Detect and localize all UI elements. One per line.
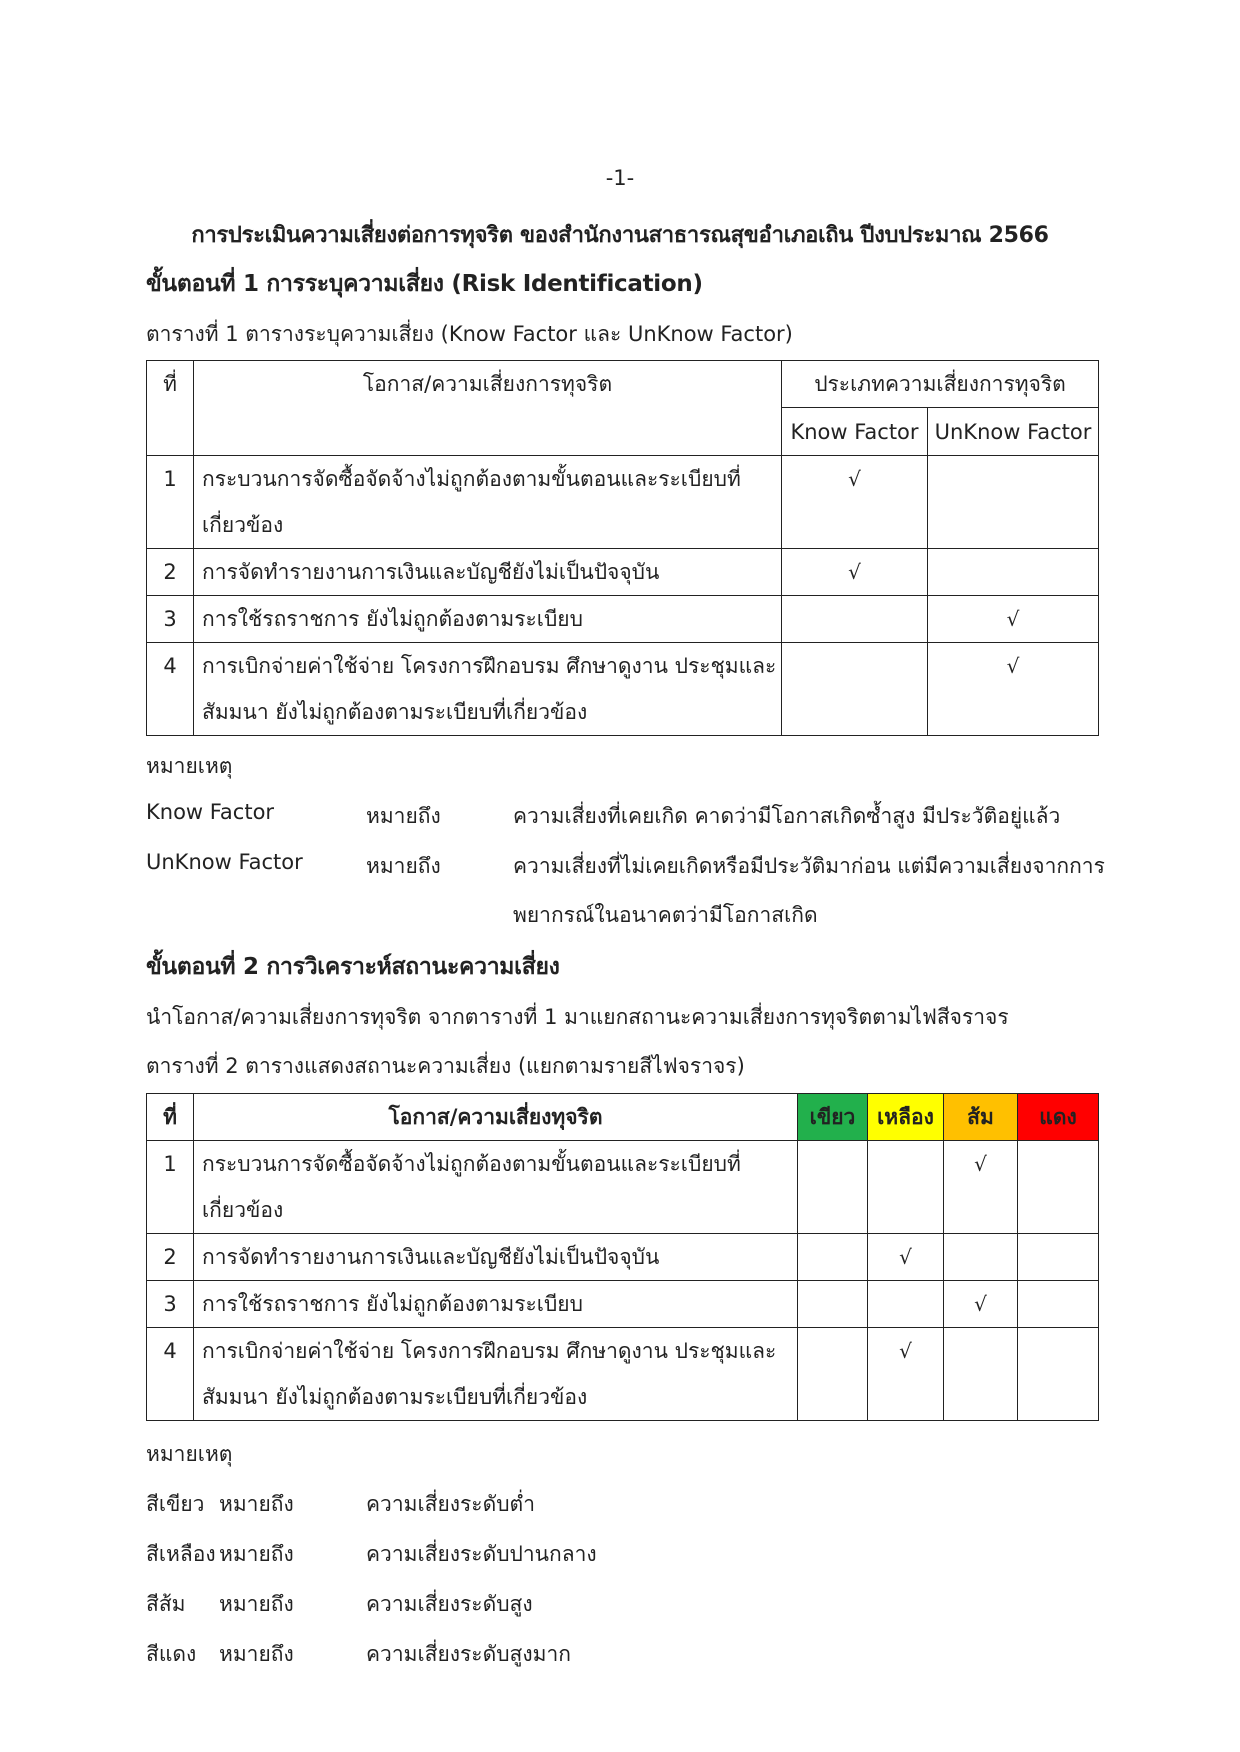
- risk-description-line: การเบิกจ่ายค่าใช้จ่าย โครงการฝึกอบรม ศึกษาดูงาน ประชุมและ: [202, 654, 777, 678]
- risk-description-line: การใช้รถราชการ ยังไม่ถูกต้องตามระเบียบ: [202, 1292, 583, 1316]
- color-legend-term: สีส้ม: [146, 1592, 186, 1616]
- table1-caption: ตารางที่ 1 ตารางระบุความเสี่ยง (Know Factor และ UnKnow Factor): [146, 322, 793, 346]
- table2-row: [147, 1281, 1099, 1328]
- risk-description-line: เกี่ยวข้อง: [202, 513, 284, 537]
- document-title: การประเมินความเสี่ยงต่อการทุจริต ของสำนักงานสาธารณสุขอำเภอเถิน ปีงบประมาณ 2566: [191, 223, 1049, 248]
- table2-row: [147, 1328, 1099, 1421]
- risk-description-line: การจัดทำรายงานการเงินและบัญชียังไม่เป็นปัจจุบัน: [202, 1245, 660, 1269]
- table1-row: [147, 456, 1099, 549]
- check-mark-icon: √: [1006, 654, 1020, 678]
- check-cell: [928, 456, 1099, 549]
- check-mark-icon: √: [899, 1245, 912, 1269]
- risk-description-line: สัมมนา ยังไม่ถูกต้องตามระเบียบที่เกี่ยวข้อง: [202, 700, 588, 724]
- row-number: 1: [147, 456, 194, 549]
- step1-heading: ขั้นตอนที่ 1 การระบุความเสี่ยง (Risk Identification): [146, 271, 703, 297]
- legend-definition-cont: พยากรณ์ในอนาคตว่ามีโอกาสเกิด: [513, 903, 818, 927]
- legend-means: หมายถึง: [366, 804, 441, 828]
- risk-identification-table: [146, 360, 1099, 736]
- check-mark-icon: √: [1006, 607, 1020, 631]
- check-cell: [868, 1141, 944, 1234]
- check-cell: [798, 1234, 868, 1281]
- color-legend-desc: ความเสี่ยงระดับปานกลาง: [366, 1542, 597, 1566]
- check-mark-icon: √: [899, 1339, 912, 1363]
- check-cell: [798, 1328, 868, 1421]
- row-number: 4: [147, 643, 194, 736]
- check-cell: [782, 643, 928, 736]
- row-number: 2: [147, 1234, 194, 1281]
- row-number: 3: [147, 1281, 194, 1328]
- check-cell: [944, 1234, 1018, 1281]
- color-legend-term: สีเหลือง: [146, 1542, 216, 1566]
- color-legend-means: หมายถึง: [219, 1492, 294, 1516]
- step2-note-label: หมายเหตุ: [146, 1442, 233, 1466]
- legend-definition: ความเสี่ยงที่เคยเกิด คาดว่ามีโอกาสเกิดซ้ำสูง มีประวัติอยู่แล้ว: [513, 804, 1061, 828]
- color-legend-term: สีแดง: [146, 1642, 197, 1666]
- legend-term: Know Factor: [146, 800, 275, 824]
- check-cell: [798, 1141, 868, 1234]
- color-legend-desc: ความเสี่ยงระดับต่ำ: [366, 1492, 535, 1516]
- color-legend-means: หมายถึง: [219, 1542, 294, 1566]
- page-number: -1-: [605, 166, 635, 190]
- table2-header-no: ที่: [147, 1094, 194, 1141]
- table1-row: [147, 596, 1099, 643]
- color-legend-desc: ความเสี่ยงระดับสูงมาก: [366, 1642, 571, 1666]
- check-cell: [1018, 1281, 1099, 1328]
- table1-header-desc: โอกาส/ความเสี่ยงการทุจริต: [194, 361, 782, 456]
- check-mark-icon: √: [848, 560, 861, 584]
- risk-description: [194, 549, 782, 596]
- check-cell: [928, 643, 1099, 736]
- table1-header-type: ประเภทความเสี่ยงการทุจริต: [782, 361, 1099, 408]
- table1-header-no: ที่: [147, 361, 194, 456]
- risk-description-line: สัมมนา ยังไม่ถูกต้องตามระเบียบที่เกี่ยวข้อง: [202, 1385, 588, 1409]
- risk-description: [194, 1234, 798, 1281]
- level-yellow-header: เหลือง: [868, 1094, 944, 1141]
- color-legend-term: สีเขียว: [146, 1492, 205, 1516]
- table1-header-unknow: UnKnow Factor: [928, 408, 1099, 456]
- risk-description-line: การจัดทำรายงานการเงินและบัญชียังไม่เป็นปัจจุบัน: [202, 560, 660, 584]
- risk-description-line: เกี่ยวข้อง: [202, 1198, 284, 1222]
- check-cell: [928, 596, 1099, 643]
- legend-term: UnKnow Factor: [146, 850, 303, 874]
- risk-description: [194, 456, 782, 549]
- check-cell: [782, 456, 928, 549]
- table1-row: [147, 549, 1099, 596]
- check-cell: [944, 1141, 1018, 1234]
- legend-means: หมายถึง: [366, 854, 441, 878]
- risk-description: [194, 1328, 798, 1421]
- table2-row: [147, 1234, 1099, 1281]
- table2-row: [147, 1141, 1099, 1234]
- check-mark-icon: √: [848, 467, 861, 491]
- row-number: 2: [147, 549, 194, 596]
- risk-description-line: การเบิกจ่ายค่าใช้จ่าย โครงการฝึกอบรม ศึกษาดูงาน ประชุมและ: [202, 1339, 777, 1363]
- table2-header-desc: โอกาส/ความเสี่ยงทุจริต: [194, 1094, 798, 1141]
- risk-description-line: กระบวนการจัดซื้อจัดจ้างไม่ถูกต้องตามขั้นตอนและระเบียบที่: [202, 467, 741, 491]
- risk-description: [194, 1141, 798, 1234]
- check-mark-icon: √: [974, 1152, 987, 1176]
- check-cell: [1018, 1328, 1099, 1421]
- check-cell: [928, 549, 1099, 596]
- row-number: 1: [147, 1141, 194, 1234]
- check-cell: [782, 549, 928, 596]
- risk-description: [194, 596, 782, 643]
- risk-description-line: กระบวนการจัดซื้อจัดจ้างไม่ถูกต้องตามขั้นตอนและระเบียบที่: [202, 1152, 741, 1176]
- level-red-header: แดง: [1018, 1094, 1099, 1141]
- table1-row: [147, 643, 1099, 736]
- row-number: 3: [147, 596, 194, 643]
- risk-description: [194, 1281, 798, 1328]
- check-cell: [1018, 1141, 1099, 1234]
- step1-note-label: หมายเหตุ: [146, 754, 233, 778]
- risk-description: [194, 643, 782, 736]
- check-mark-icon: √: [974, 1292, 987, 1316]
- table2-caption: ตารางที่ 2 ตารางแสดงสถานะความเสี่ยง (แยกตามรายสีไฟจราจร): [146, 1054, 745, 1078]
- check-cell: [944, 1328, 1018, 1421]
- check-cell: [798, 1281, 868, 1328]
- check-cell: [868, 1281, 944, 1328]
- check-cell: [782, 596, 928, 643]
- legend-definition: ความเสี่ยงที่ไม่เคยเกิดหรือมีประวัติมาก่อน แต่มีความเสี่ยงจากการ: [513, 854, 1105, 878]
- level-orange-header: ส้ม: [944, 1094, 1018, 1141]
- risk-status-table: [146, 1093, 1099, 1421]
- row-number: 4: [147, 1328, 194, 1421]
- check-cell: [868, 1328, 944, 1421]
- risk-description-line: การใช้รถราชการ ยังไม่ถูกต้องตามระเบียบ: [202, 607, 583, 631]
- level-green-header: เขียว: [798, 1094, 868, 1141]
- color-legend-means: หมายถึง: [219, 1642, 294, 1666]
- step2-heading: ขั้นตอนที่ 2 การวิเคราะห์สถานะความเสี่ยง: [146, 954, 560, 980]
- check-cell: [868, 1234, 944, 1281]
- check-cell: [1018, 1234, 1099, 1281]
- step2-intro: นำโอกาส/ความเสี่ยงการทุจริต จากตารางที่ 1 มาแยกสถานะความเสี่ยงการทุจริตตามไฟสีจราจร: [146, 1005, 1009, 1029]
- table1-header-know: Know Factor: [782, 408, 928, 456]
- check-cell: [944, 1281, 1018, 1328]
- color-legend-means: หมายถึง: [219, 1592, 294, 1616]
- color-legend-desc: ความเสี่ยงระดับสูง: [366, 1592, 533, 1616]
